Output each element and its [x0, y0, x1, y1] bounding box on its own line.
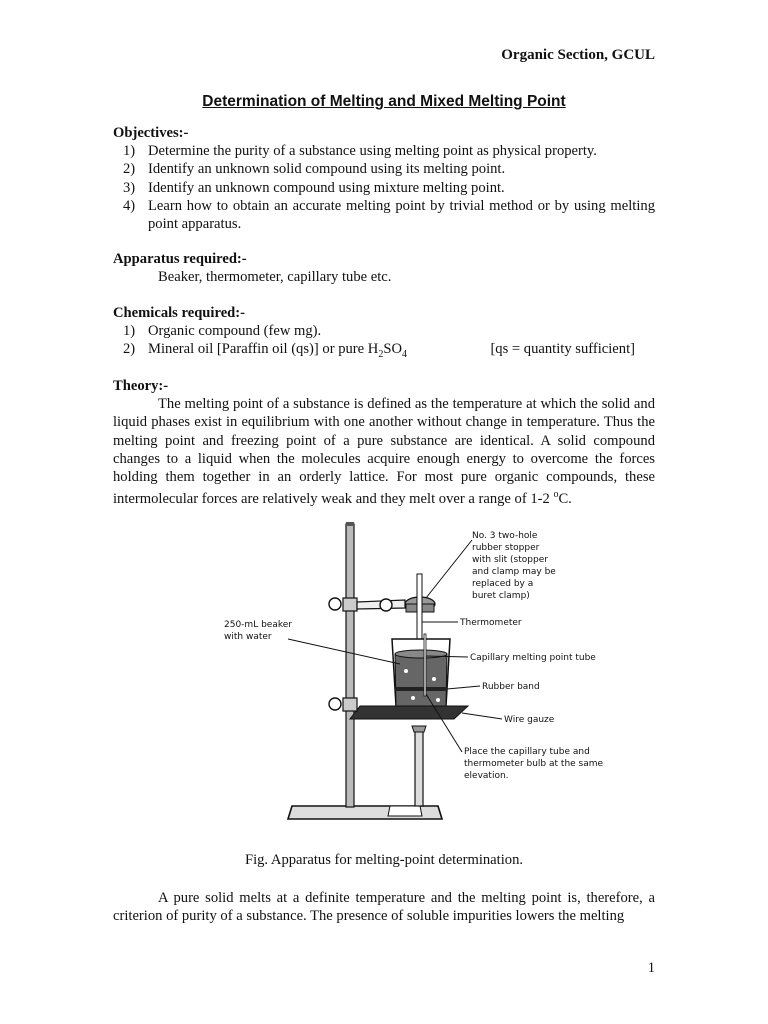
list-item: 1) Determine the purity of a substance using melting point as physical property. [123, 143, 597, 160]
figure-label: with water [224, 632, 272, 642]
apparatus-figure [210, 514, 610, 834]
apparatus-section [113, 250, 655, 286]
list-item: 1) Organic compound (few mg). [123, 323, 322, 340]
figure-label: thermometer bulb at the same [464, 759, 604, 769]
theory-section [113, 377, 655, 508]
objectives-section [113, 124, 655, 233]
theory-paragraph: The melting point of a substance is defined as the temperature at which the solid and liquid phases exist in equilibrium with one another without change in temperature. Thus the melting point and freezing point of a pure substance are identical. A solid compound changes to a liquid when the molecules acquire enough energy to overcome the forces holding them together in an orderly lattice. For most pure organic compounds, these intermolecular forces are relatively weak and they melt over a range of 1-2 $^o$C. [113, 396, 655, 508]
apparatus-heading: Apparatus required:- [113, 251, 247, 267]
header-organization: Organic Section, GCUL [501, 47, 655, 63]
figure-label: Rubber band [482, 682, 540, 692]
list-item: 2) Identify an unknown solid compound using its melting point. [123, 161, 506, 178]
figure-label: replaced by a [472, 579, 534, 589]
list-item: 4) Learn how to obtain an accurate melting point by trivial method or by using melting point apparatus. [123, 197, 655, 233]
figure-caption: Fig. Apparatus for melting-point determination. [244, 852, 524, 868]
melting-point-apparatus-diagram [210, 514, 610, 834]
list-item: 2) Mineral oil [Paraffin oil (qs)] or pure $H_2SO_4$ [qs = quantity sufficient] [113, 340, 655, 364]
closing-paragraph: A pure solid melts at a definite temperature and the melting point is, therefore, a criterion of purity of a substance. The presence of soluble impurities lowers the melting [113, 890, 655, 925]
burner [415, 730, 423, 806]
stand-rod [346, 524, 354, 807]
figure-label: Capillary melting point tube [470, 653, 596, 663]
figure-label: buret clamp) [472, 591, 530, 601]
list-item: 3) Identify an unknown compound using mixture melting point. [123, 179, 505, 196]
figure-label: 250-mL beaker [224, 620, 292, 630]
figure-label: No. 3 two-hole [472, 531, 538, 541]
figure-label: Wire gauze [504, 715, 555, 725]
figure-label: rubber stopper [472, 543, 540, 553]
objectives-list [113, 142, 655, 233]
figure-label: and clamp may be [472, 567, 556, 577]
qs-note: [qs = quantity sufficient] [490, 341, 635, 358]
closing-section [113, 889, 655, 925]
chemicals-list [113, 322, 655, 364]
objectives-heading: Objectives:- [113, 125, 189, 141]
figure-label: with slit (stopper [472, 555, 548, 565]
page-number: 1 [647, 960, 655, 976]
apparatus-text: Beaker, thermometer, capillary tube etc. [158, 269, 392, 286]
figure-label: elevation. [464, 771, 509, 781]
wire-gauze [350, 706, 468, 719]
figure-label: Place the capillary tube and [464, 747, 590, 757]
page-title: Determination of Melting and Mixed Melting Point [202, 93, 566, 110]
figure-label: Thermometer [460, 618, 522, 628]
chemicals-heading: Chemicals required:- [113, 305, 246, 321]
theory-heading: Theory:- [113, 378, 169, 394]
chemicals-section [113, 304, 655, 365]
